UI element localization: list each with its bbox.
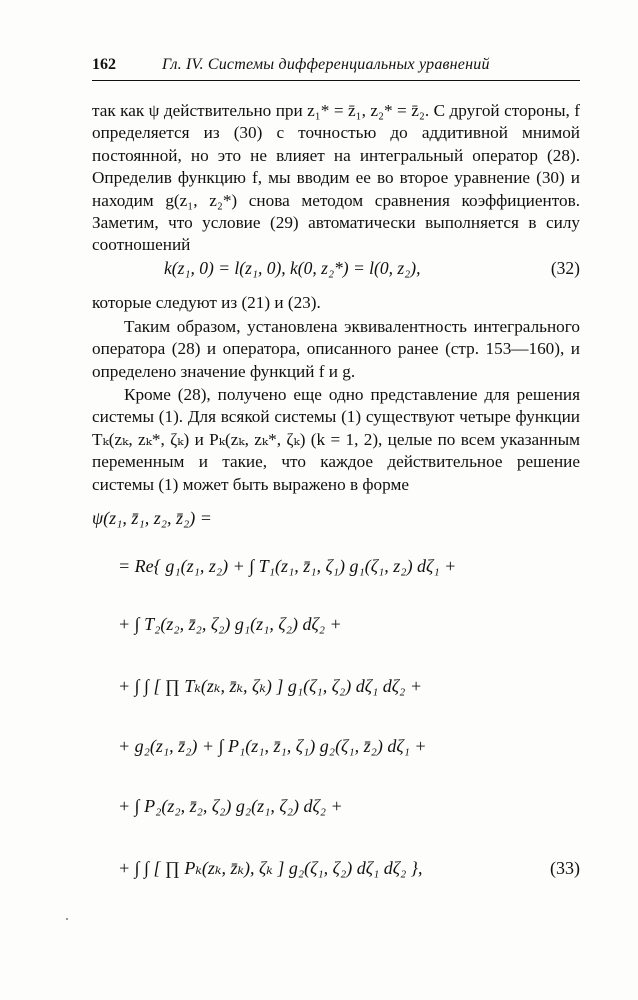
page-number: 162 bbox=[92, 56, 116, 73]
header-rule bbox=[92, 80, 580, 81]
eq33-line-2: = Re{ g₁(z₁, z₂) + ∫ T₁(z₁, z̄₁, ζ₁) g₁(ζ₁, z₂) dζ₁ + bbox=[118, 556, 457, 576]
running-title: Гл. IV. Системы дифференциальных уравнений bbox=[162, 56, 490, 73]
equation-32-expression: k(z₁, 0) = l(z₁, 0), k(0, z₂*) = l(0, z₂), bbox=[164, 258, 421, 278]
eq33-line-7: + ∫ ∫ [ ∏ Pₖ(zₖ, z̄ₖ), ζₖ ] g₂(ζ₁, ζ₂) dζ₁ dζ₂ }, bbox=[118, 858, 423, 878]
eq33-line-3: + ∫ T₂(z₂, z̄₂, ζ₂) g₁(z₁, ζ₂) dζ₂ + bbox=[118, 614, 342, 634]
eq33-line-5: + g₂(z₁, z̄₂) + ∫ P₁(z₁, z̄₁, ζ₁) g₂(ζ₁, z̄₂) dζ₁ + bbox=[118, 736, 427, 756]
paragraph-2: которые следуют из (21) и (23). bbox=[92, 293, 321, 312]
equation-32-number: (32) bbox=[550, 258, 580, 278]
paragraph-1: так как ψ действительно при z₁* = z̄₁, z₂* = z̄₂. С другой стороны, f определяется из (30) с точностью до аддитивной мнимой постоянной, но это не влияет на интегральный оператор (28). Определив функцию f, мы вводим ее во второе уравнение (30) и находим g(z₁, z₂*) снова методом сравнения коэффициентов. Заметим, что условие (29) автоматически выполняется в силу соотношений bbox=[92, 101, 580, 255]
eq33-line-6: + ∫ P₂(z₂, z̄₂, ζ₂) g₂(z₁, ζ₂) dζ₂ + bbox=[118, 796, 343, 816]
paper-speck bbox=[66, 918, 68, 920]
eq33-line-4: + ∫ ∫ [ ∏ Tₖ(zₖ, z̄ₖ, ζₖ) ] g₁(ζ₁, ζ₂) dζ₁ dζ₂ + bbox=[118, 676, 422, 696]
eq33-line-1: ψ(z₁, z̄₁, z₂, z̄₂) = bbox=[92, 508, 212, 528]
equation-33-number: (33) bbox=[550, 858, 580, 878]
paragraph-4: Кроме (28), получено еще одно представление для решения системы (1). Для всякой системы (1) существуют четыре функции Tₖ(zₖ, zₖ*, ζₖ) и Pₖ(zₖ, zₖ*, ζₖ) (k = 1, 2), целые по всем указанным переменным и такие, что каждое действительное решение системы (1) может быть выражено в форме bbox=[92, 385, 580, 494]
equation-32 bbox=[92, 258, 580, 284]
page-header bbox=[92, 56, 580, 78]
paragraph-3: Таким образом, установлена эквивалентность интегрального оператора (28) и оператора, описанного ранее (стр. 153—160), и определено значение функций f и g. bbox=[92, 317, 580, 381]
